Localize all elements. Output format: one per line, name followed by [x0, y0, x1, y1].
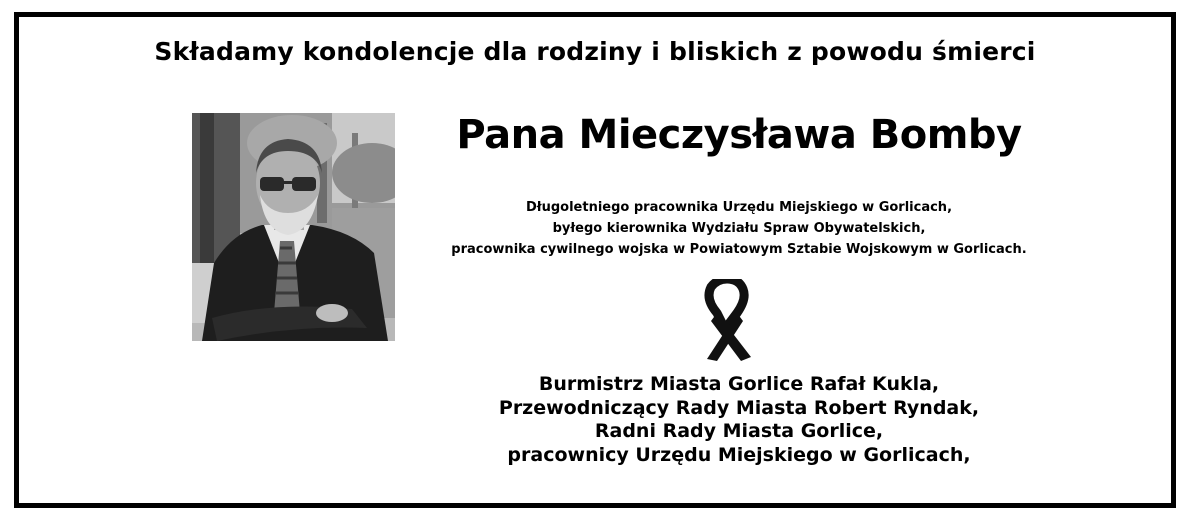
signer-line: Przewodniczący Rady Miasta Robert Ryndak, — [498, 396, 980, 419]
signer-line: Burmistrz Miasta Gorlice Rafał Kukla, — [538, 373, 940, 395]
portrait-photo — [192, 113, 395, 341]
signer-line: pracownicy Urzędu Miejskiego w Gorlicach, — [507, 443, 971, 466]
obituary-frame — [14, 12, 1176, 508]
role-line: Długoletniego pracownika Urzędu Miejskiego w Gorlicach, — [525, 200, 953, 215]
role-line: byłego kierownika Wydziału Spraw Obywatelskich, — [552, 221, 926, 236]
signer-line: Radni Rady Miasta Gorlice, — [594, 420, 884, 442]
condolence-heading: Składamy kondolencje dla rodziny i bliskich z powodu śmierci — [154, 37, 1036, 66]
mourning-ribbon-icon — [697, 279, 759, 363]
signers-block — [439, 373, 1039, 467]
deceased-name: Pana Mieczysława Bomby — [456, 112, 1022, 158]
role-line: pracownika cywilnego wojska w Powiatowym Sztabie Wojskowym w Gorlicach. — [451, 242, 1027, 257]
deceased-roles — [439, 197, 1039, 260]
